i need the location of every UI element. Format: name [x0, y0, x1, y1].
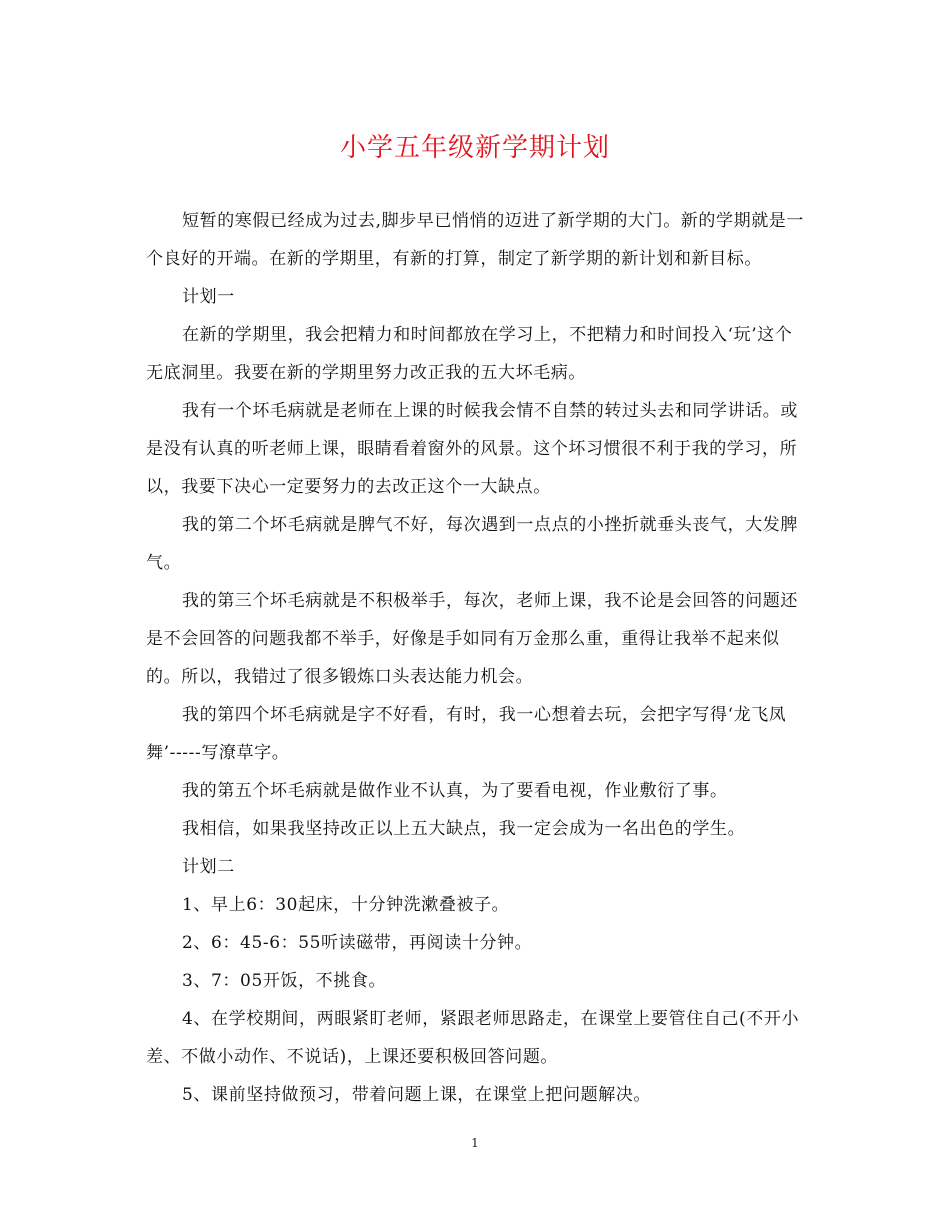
- paragraph: 我有一个坏毛病就是老师在上课的时候我会情不自禁的转过头去和同学讲话。或是没有认真的听老师上课，眼睛看着窗外的风景。这个坏习惯很不利于我的学习，所以，我要下决心一定要努力的去改正这个一大缺点。: [146, 401, 798, 497]
- list-item: 4、在学校期间，两眼紧盯老师，紧跟老师思路走，在课堂上要管住自己(不开小差、不做小动作、不说话)，上课还要积极回答问题。: [146, 1009, 800, 1067]
- paragraph: 我相信，如果我坚持改正以上五大缺点，我一定会成为一名出色的学生。: [182, 819, 746, 839]
- paragraph: 我的第五个坏毛病就是做作业不认真，为了要看电视，作业敷衍了事。: [182, 781, 728, 801]
- list-item: 2、6：45-6：55听读磁带，再阅读十分钟。: [182, 933, 533, 953]
- document-title: 小学五年级新学期计划: [339, 133, 610, 163]
- paragraph: 我的第三个坏毛病就是不积极举手，每次，老师上课，我不论是会回答的问题还是不会回答的问题我都不举手，好像是手如同有万金那么重，重得让我举不起来似的。所以，我错过了很多锻炼口头表达能力机会。: [146, 591, 798, 687]
- list-item: 5、课前坚持做预习，带着问题上课，在课堂上把问题解决。: [182, 1085, 652, 1105]
- section-heading-plan-two: 计划二: [182, 857, 235, 877]
- page-number: 1: [471, 1136, 479, 1150]
- list-item: 3、7：05开饭，不挑食。: [182, 971, 387, 991]
- document-body: [146, 202, 806, 1114]
- paragraph-intro: 短暂的寒假已经成为过去,脚步早已悄悄的迈进了新学期的大门。新的学期就是一个良好的开端。在新的学期里，有新的打算，制定了新学期的新计划和新目标。: [146, 211, 805, 269]
- paragraph: 我的第二个坏毛病就是脾气不好，每次遇到一点点的小挫折就垂头丧气，大发脾气。: [146, 515, 798, 573]
- section-heading-plan-one: 计划一: [182, 287, 235, 307]
- list-item: 1、早上6：30起床，十分钟洗漱叠被子。: [182, 895, 510, 915]
- paragraph: 在新的学期里，我会把精力和时间都放在学习上，不把精力和时间投入‘玩’这个无底洞里。我要在新的学期里努力改正我的五大坏毛病。: [146, 325, 793, 383]
- paragraph: 我的第四个坏毛病就是字不好看，有时，我一心想着去玩，会把字写得‘龙飞凤舞’-----写潦草字。: [146, 705, 787, 763]
